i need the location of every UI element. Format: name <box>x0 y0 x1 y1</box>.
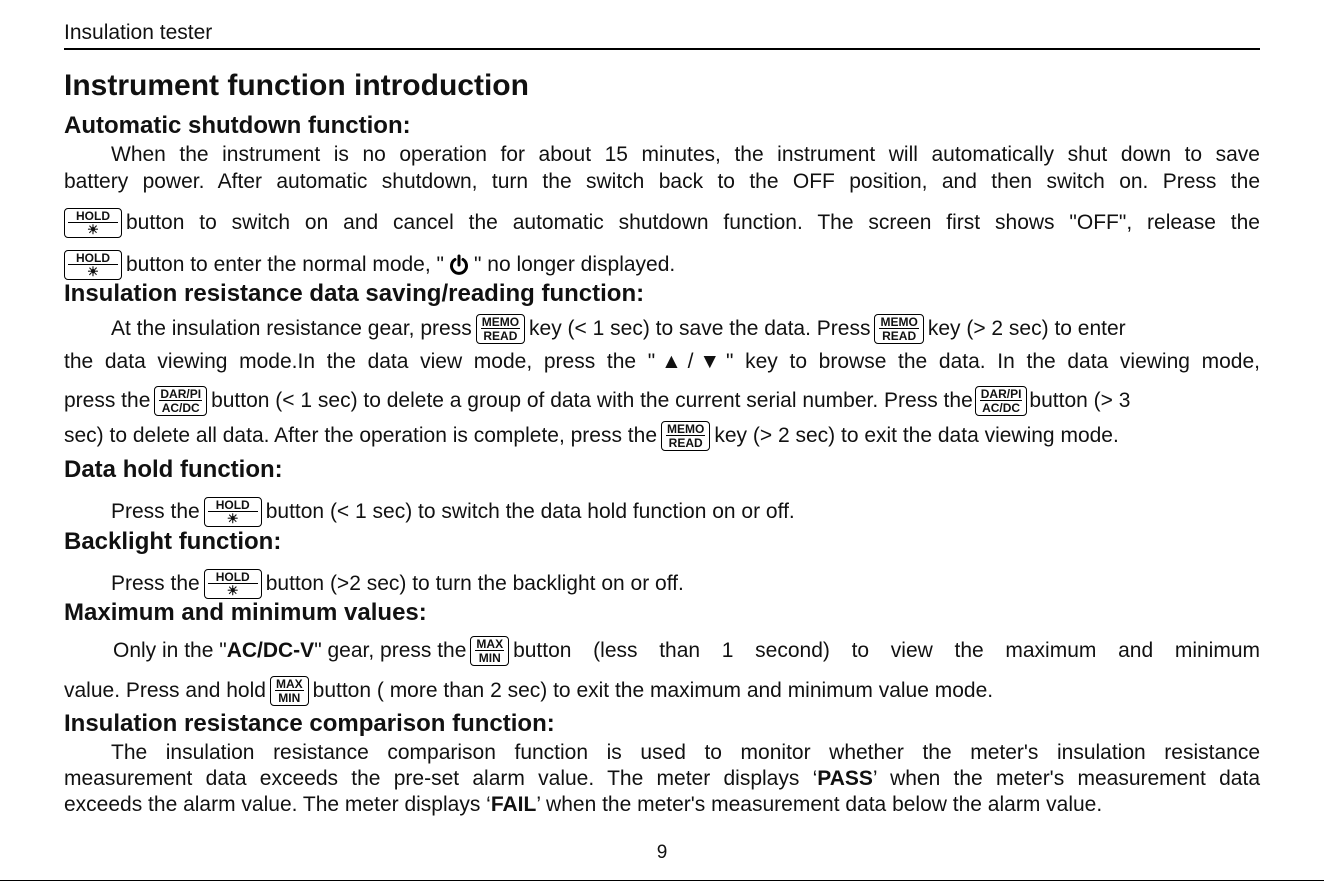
paragraph-line: measurement data exceeds the pre-set alarm value. The meter displays ‘PASS’ when the meter's measurement data <box>64 767 1260 790</box>
hold-key-icon: HOLD ☀ <box>204 497 262 527</box>
paragraph-text: button to switch on and cancel the automatic shutdown function. The screen first shows "OFF", release the <box>126 211 1260 234</box>
paragraph-text: button (>2 sec) to turn the backlight on or off. <box>265 572 684 595</box>
paragraph-text: Press the <box>111 572 200 595</box>
paragraph-line <box>64 497 1260 527</box>
paragraph-text: value. Press and hold <box>64 679 266 702</box>
paragraph-text: button (less than 1 second) to view the maximum and minimum <box>513 639 1260 662</box>
section-heading-comparison: Insulation resistance comparison function: <box>64 710 555 737</box>
paragraph-text: Only in the "AC/DC-V" gear, press the <box>113 639 467 662</box>
section-heading-max-min: Maximum and minimum values: <box>64 599 427 626</box>
section-heading-backlight: Backlight function: <box>64 528 282 555</box>
memo-read-key-icon: MEMO READ <box>874 314 923 344</box>
page-bottom-edge <box>0 880 1324 881</box>
running-header: Insulation tester <box>64 21 213 44</box>
paragraph-line: The insulation resistance comparison function is used to monitor whether the meter's insulation resistance <box>111 741 1260 764</box>
paragraph-line: battery power. After automatic shutdown, turn the switch back to the OFF position, and then switch on. Press the <box>64 170 1260 193</box>
hold-key-icon: HOLD ☀ <box>64 208 122 238</box>
memo-read-key-icon: MEMO READ <box>661 421 710 451</box>
dar-pi-key-icon: DAR/PI AC/DC <box>154 386 207 416</box>
page-number: 9 <box>656 842 668 863</box>
hold-key-icon: HOLD ☀ <box>64 250 122 280</box>
header-divider <box>64 48 1260 50</box>
paragraph-line <box>64 569 1260 599</box>
paragraph-text: key (> 2 sec) to enter <box>927 317 1126 340</box>
paragraph-text: button ( more than 2 sec) to exit the maximum and minimum value mode. <box>312 679 994 702</box>
paragraph-text: key (> 2 sec) to exit the data viewing mode. <box>714 424 1119 447</box>
paragraph-line <box>64 386 1260 416</box>
power-icon <box>448 254 470 276</box>
paragraph-text: key (< 1 sec) to save the data. Press <box>529 317 871 340</box>
hold-key-icon: HOLD ☀ <box>204 569 262 599</box>
memo-read-key-icon: MEMO READ <box>476 314 525 344</box>
section-heading-data-hold: Data hold function: <box>64 456 283 483</box>
paragraph-text: button (> 3 <box>1029 389 1131 412</box>
paragraph-text: button to enter the normal mode, " <box>126 253 444 276</box>
paragraph-text: At the insulation resistance gear, press <box>111 317 472 340</box>
paragraph-line: the data viewing mode.In the data view mode, press the "▲/▼" key to browse the data. In the data viewing mode, <box>64 350 1260 373</box>
dar-pi-key-icon: DAR/PI AC/DC <box>975 386 1028 416</box>
paragraph-text: sec) to delete all data. After the operation is complete, press the <box>64 424 658 447</box>
paragraph-line <box>64 676 1260 706</box>
paragraph-text: press the <box>64 389 151 412</box>
paragraph-text: button (< 1 sec) to delete a group of data with the current serial number. Press the <box>211 389 973 412</box>
paragraph-line <box>64 250 1260 280</box>
paragraph-line <box>64 636 1260 666</box>
max-min-key-icon: MAX MIN <box>270 676 309 706</box>
max-min-key-icon: MAX MIN <box>470 636 509 666</box>
paragraph-line: exceeds the alarm value. The meter displays ‘FAIL’ when the meter's measurement data below the alarm value. <box>64 793 1103 816</box>
paragraph-line <box>64 421 1260 451</box>
section-heading-auto-shutdown: Automatic shutdown function: <box>64 112 411 139</box>
paragraph-text: " no longer displayed. <box>473 253 676 276</box>
page-title: Instrument function introduction <box>64 69 529 102</box>
paragraph-text: button (< 1 sec) to switch the data hold function on or off. <box>265 500 795 523</box>
paragraph-line: When the instrument is no operation for about 15 minutes, the instrument will automatically shut down to save <box>111 143 1260 166</box>
paragraph-line <box>64 314 1260 344</box>
paragraph-text: Press the <box>111 500 200 523</box>
paragraph-line <box>64 208 1260 238</box>
section-heading-data-saving: Insulation resistance data saving/reading function: <box>64 280 645 307</box>
